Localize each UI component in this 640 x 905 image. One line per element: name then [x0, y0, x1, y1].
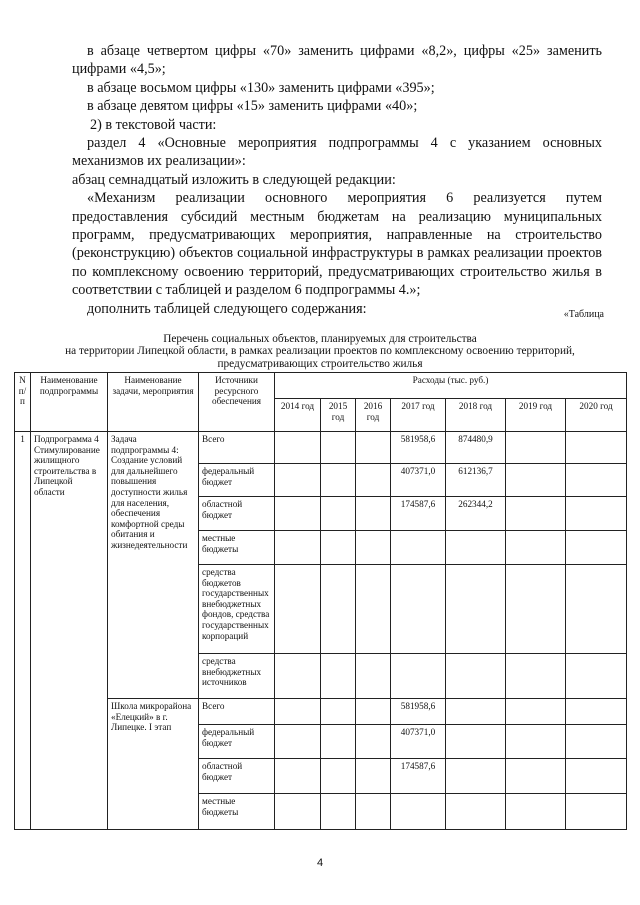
- paragraph: в абзаце девятом цифры «15» заменить цифрами «40»;: [87, 98, 418, 115]
- source-cell: областной бюджет: [199, 759, 275, 794]
- table-title: [14, 333, 626, 370]
- social-objects-table: [14, 372, 627, 830]
- source-cell: федеральный бюджет: [199, 725, 275, 759]
- page-number: 4: [316, 857, 324, 869]
- table-title-line: Перечень социальных объектов, планируемых для строительства: [163, 333, 477, 345]
- source-cell: средства бюджетов государственных внебюджетных фондов, средства государственных корпораций: [199, 565, 275, 654]
- paragraph: 2) в текстовой части:: [90, 116, 217, 133]
- table-title-line: на территории Липецкой области, в рамках реализации проектов по комплексному освоению территорий,: [65, 345, 575, 358]
- value-2017: 174587,6: [391, 759, 446, 794]
- paragraph: абзац семнадцатый изложить в следующей редакции:: [72, 171, 396, 188]
- value-2017: 407371,0: [391, 464, 446, 497]
- paragraph: дополнить таблицей следующего содержания:: [87, 300, 367, 317]
- row-number: 1: [15, 432, 31, 830]
- source-cell: Всего: [199, 432, 275, 464]
- task-name: Школа микрорайона «Елецкий» в г. Липецке. I этап: [108, 699, 199, 830]
- table-row: [15, 432, 627, 464]
- source-cell: областной бюджет: [199, 497, 275, 531]
- body-text: [72, 42, 602, 318]
- source-cell: местные бюджеты: [199, 794, 275, 830]
- header-task: Наименование задачи, мероприятия: [108, 373, 199, 432]
- paragraph: «Механизм реализации основного мероприятия 6 реализуется путем предоставления субсидий местным бюджетам на реализацию муниципальных программ, предусматривающих мероприятия, направленные на строительство (реконструкцию) объектов социальной инфраструктуры в рамках реализации проектов по комплексному освоению территорий, предусматривающих строительство жилья в соответствии с таблицей и разделом 6 подпрограммы 4.»;: [72, 190, 602, 299]
- table-title-line: предусматривающих строительство жилья: [217, 357, 423, 370]
- value-2017: 581958,6: [391, 699, 446, 725]
- header-expenses: Расходы (тыс. руб.): [275, 373, 627, 399]
- header-source: Источники ресурсного обеспечения: [199, 373, 275, 432]
- header-year: 2017 год: [391, 399, 446, 432]
- value-2017: 581958,6: [391, 432, 446, 464]
- header-subprogram: Наименование подпрограммы: [31, 373, 108, 432]
- paragraph: в абзаце четвертом цифры «70» заменить цифрами «8,2», цифры «25» заменить цифрами «4,5»;: [72, 43, 602, 78]
- header-year: 2020 год: [566, 399, 627, 432]
- value-2018: 874480,9: [446, 432, 506, 464]
- subprogram-name: Подпрограмма 4 Стимулирование жилищного строительства в Липецкой области: [31, 432, 108, 830]
- paragraph: раздел 4 «Основные мероприятия подпрограммы 4 с указанием основных механизмов их реализации»:: [72, 135, 602, 170]
- value-2018: 262344,2: [446, 497, 506, 531]
- source-cell: федеральный бюджет: [199, 464, 275, 497]
- source-cell: Всего: [199, 699, 275, 725]
- header-year: 2015 год: [321, 399, 356, 432]
- header-year: 2018 год: [446, 399, 506, 432]
- task-name: Задача подпрограммы 4: Создание условий для дальнейшего повышения доступности жилья для населения, обеспечения комфортной среды обитания и жизнедеятельности: [108, 432, 199, 699]
- header-year: 2019 год: [506, 399, 566, 432]
- header-year: 2014 год: [275, 399, 321, 432]
- value-2017: 174587,6: [391, 497, 446, 531]
- value-2018: 612136,7: [446, 464, 506, 497]
- source-cell: местные бюджеты: [199, 531, 275, 565]
- table-label: «Таблица: [563, 309, 604, 320]
- source-cell: средства внебюджетных источников: [199, 654, 275, 699]
- value-2017: 407371,0: [391, 725, 446, 759]
- header-year: 2016 год: [356, 399, 391, 432]
- header-num: N п/п: [15, 373, 31, 432]
- paragraph: в абзаце восьмом цифры «130» заменить цифрами «395»;: [87, 79, 435, 96]
